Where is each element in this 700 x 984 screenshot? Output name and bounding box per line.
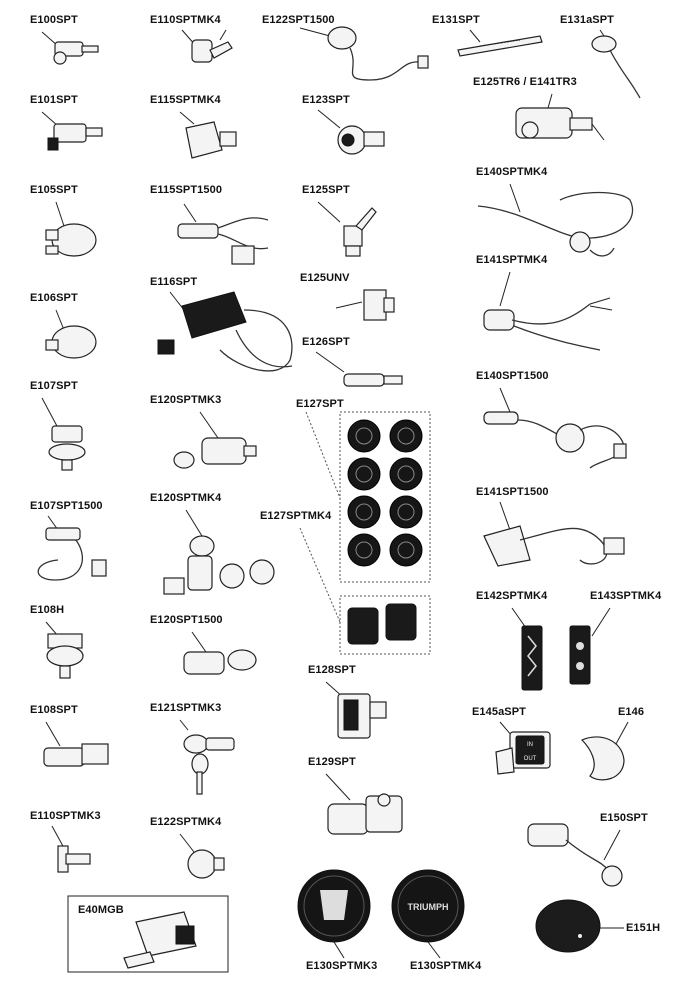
e110sptmk4-switch bbox=[182, 30, 232, 62]
knob bbox=[348, 496, 380, 528]
label-e127sptmk4: E127SPTMK4 bbox=[260, 510, 332, 522]
label-e129spt: E129SPT bbox=[308, 756, 356, 768]
label-e123spt: E123SPT bbox=[302, 94, 350, 106]
label-e150spt: E150SPT bbox=[600, 812, 648, 824]
label-e115sptmk4: E115SPTMK4 bbox=[150, 94, 221, 106]
triumph-logo-text: TRIUMPH bbox=[407, 902, 449, 912]
label-e140spt1500: E140SPT1500 bbox=[476, 370, 549, 382]
e131spt-rod bbox=[458, 30, 542, 56]
e125unv-toggle bbox=[336, 290, 394, 320]
label-e120sptmk4: E120SPTMK4 bbox=[150, 492, 222, 504]
label-e116spt: E116SPT bbox=[150, 276, 198, 288]
e120spt1500-ignition bbox=[184, 632, 256, 674]
label-e125tr6: E125TR6 / E141TR3 bbox=[473, 76, 577, 88]
label-e141spt1500: E141SPT1500 bbox=[476, 486, 549, 498]
e115spt1500-plug bbox=[178, 204, 268, 264]
e115sptmk4-switch bbox=[180, 112, 236, 158]
label-e122sptmk4: E122SPTMK4 bbox=[150, 816, 222, 828]
e142sptmk4-plate bbox=[512, 608, 542, 690]
label-e115spt1500: E115SPT1500 bbox=[150, 184, 223, 196]
label-e121sptmk3: E121SPTMK3 bbox=[150, 702, 222, 714]
label-e145aspt: E145aSPT bbox=[472, 706, 527, 718]
knob bbox=[390, 420, 422, 452]
label-e110sptmk3: E110SPTMK3 bbox=[30, 810, 101, 822]
label-e100spt: E100SPT bbox=[30, 14, 78, 26]
label-e130sptmk4: E130SPTMK4 bbox=[410, 960, 482, 972]
label-e151h: E151H bbox=[626, 922, 661, 934]
switch-in-text: IN bbox=[527, 742, 533, 748]
e106spt-sender bbox=[46, 310, 96, 358]
label-e131spt: E131SPT bbox=[432, 14, 480, 26]
e129spt-solenoid bbox=[326, 774, 402, 834]
label-e127spt: E127SPT bbox=[296, 398, 344, 410]
label-e130sptmk3: E130SPTMK3 bbox=[306, 960, 378, 972]
label-e146: E146 bbox=[618, 706, 645, 718]
label-e140sptmk4: E140SPTMK4 bbox=[476, 166, 548, 178]
knob bbox=[390, 458, 422, 490]
label-e108spt: E108SPT bbox=[30, 704, 78, 716]
label-e125spt: E125SPT bbox=[302, 184, 350, 196]
e140sptmk4-harness bbox=[478, 184, 633, 256]
label-e108h: E108H bbox=[30, 604, 65, 616]
label-e120sptmk3: E120SPTMK3 bbox=[150, 394, 222, 406]
label-e105spt: E105SPT bbox=[30, 184, 78, 196]
label-e120spt1500: E120SPT1500 bbox=[150, 614, 223, 626]
e125spt-toggle bbox=[318, 202, 376, 256]
e126spt-switch bbox=[316, 352, 402, 386]
e145aspt-switch bbox=[496, 722, 550, 774]
knob bbox=[348, 420, 380, 452]
e121sptmk3-keys bbox=[180, 720, 234, 794]
switch-out-text: OUT bbox=[523, 756, 537, 762]
e122spt1500-buzzer bbox=[300, 27, 428, 80]
label-e101spt: E101SPT bbox=[30, 94, 78, 106]
e150spt-grommet bbox=[528, 824, 622, 886]
e141spt1500-harness bbox=[484, 502, 624, 566]
e40mgb-box bbox=[68, 896, 228, 972]
e143sptmk4-plate bbox=[570, 608, 610, 684]
e130sptmk4-horn-push bbox=[392, 870, 464, 958]
label-e107spt1500: E107SPT1500 bbox=[30, 500, 103, 512]
label-e142sptmk4: E142SPTMK4 bbox=[476, 590, 548, 602]
e140spt1500-stalk bbox=[484, 388, 626, 468]
e125tr6-unit bbox=[516, 94, 604, 140]
label-e125unv: E125UNV bbox=[300, 272, 350, 284]
knob bbox=[390, 534, 422, 566]
e131aspt-sender bbox=[592, 30, 640, 98]
e110sptmk3-switch bbox=[52, 826, 90, 872]
label-e40mgb: E40MGB bbox=[78, 904, 124, 916]
knob bbox=[348, 458, 380, 490]
label-e128spt: E128SPT bbox=[308, 664, 356, 676]
label-e110sptmk4: E110SPTMK4 bbox=[150, 14, 221, 26]
knob bbox=[348, 534, 380, 566]
e128spt-rocker bbox=[326, 682, 386, 738]
label-e141sptmk4: E141SPTMK4 bbox=[476, 254, 548, 266]
e107spt-sensor bbox=[42, 398, 85, 470]
label-e143sptmk4: E143SPTMK4 bbox=[590, 590, 662, 602]
e108spt-switch bbox=[44, 722, 108, 766]
e130sptmk3-horn-push bbox=[298, 870, 370, 958]
label-e131aspt: E131aSPT bbox=[560, 14, 615, 26]
e107spt1500-sensor bbox=[38, 516, 106, 580]
e123spt-switch bbox=[318, 110, 384, 154]
label-e122spt1500: E122SPT1500 bbox=[262, 14, 335, 26]
e116spt-switch bbox=[158, 292, 292, 371]
knob bbox=[390, 496, 422, 528]
e127spt-knobs bbox=[348, 420, 422, 566]
e146-housing bbox=[582, 722, 628, 780]
e105spt-sender bbox=[46, 202, 96, 256]
e122sptmk4-buzzer bbox=[180, 834, 224, 878]
e120sptmk3-ignition bbox=[174, 412, 256, 468]
e101spt-sensor bbox=[42, 112, 102, 150]
label-e107spt: E107SPT bbox=[30, 380, 78, 392]
label-e106spt: E106SPT bbox=[30, 292, 78, 304]
e108h-sensor bbox=[46, 622, 83, 678]
label-e126spt: E126SPT bbox=[302, 336, 350, 348]
e151h-cap bbox=[536, 900, 624, 952]
e120sptmk4-lock bbox=[164, 510, 274, 594]
e100spt-sensor bbox=[42, 32, 98, 64]
e141sptmk4-harness bbox=[484, 272, 612, 350]
